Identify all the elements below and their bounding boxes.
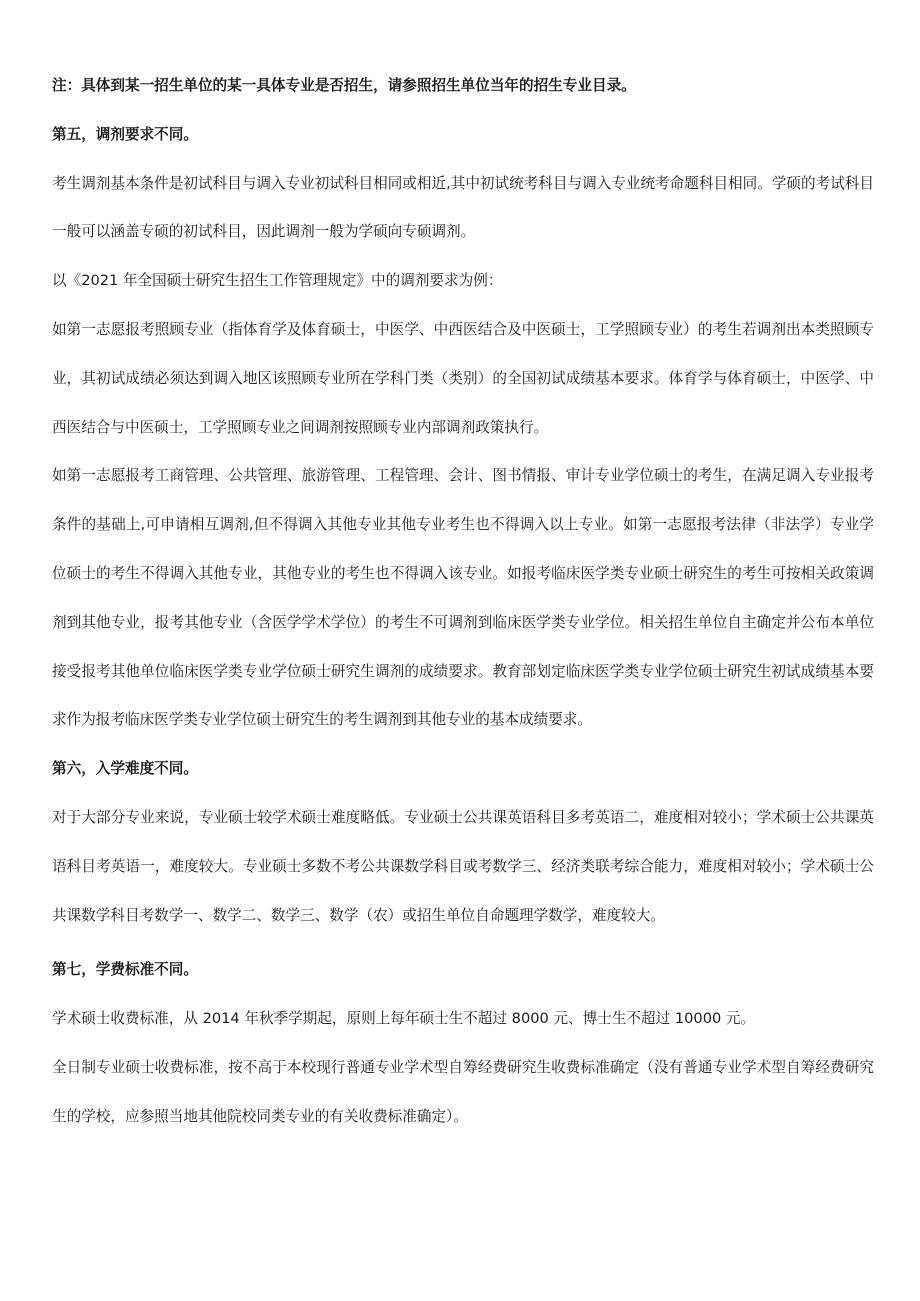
section-7-paragraph-2: 全日制专业硕士收费标准，按不高于本校现行普通专业学术型自筹经费研究生收费标准确定（没有普通专业学术型自筹经费研究生的学校，应参照当地其他院校同类专业的有关收费标准确定）。 [52,1058,874,1125]
section-5-paragraph-4: 如第一志愿报考工商管理、公共管理、旅游管理、工程管理、会计、图书情报、审计专业学位硕士的考生，在满足调入专业报考条件的基础上,可申请相互调剂,但不得调入其他专业其他专业考生也不得调入以上专业。如第一志愿报考法律（非法学）专业学位硕士的考生不得调入其他专业，其他专业的考生也不得调入该专业。如报考临床医学类专业硕士研究生的考生可按相关政策调剂到其他专业，报考其他专业（含医学学术学位）的考生不可调剂到临床医学类专业学位。相关招生单位自主确定并公布本单位接受报考其他单位临床医学类专业学位硕士研究生调剂的成绩要求。教育部划定临床医学类专业学位硕士研究生初试成绩基本要求作为报考临床医学类专业学位硕士研究生的考生调剂到其他专业的基本成绩要求。 [52,467,874,729]
section-5-paragraph-1: 考生调剂基本条件是初试科目与调入专业初试科目相同或相近,其中初试统考科目与调入专业统考命题科目相同。学硕的考试科目一般可以涵盖专硕的初试科目，因此调剂一般为学硕向专硕调剂。 [52,174,874,241]
note-paragraph: 注：具体到某一招生单位的某一具体专业是否招生，请参照招生单位当年的招生专业目录。 [52,77,636,94]
section-7-heading: 第七，学费标准不同。 [52,961,198,979]
section-6-heading: 第六，入学难度不同。 [52,760,198,778]
section-7-paragraph-1: 学术硕士收费标准，从 2014 年秋季学期起，原则上每年硕士生不超过 8000 元、博士生不超过 10000 元。 [52,1010,756,1028]
document-page [52,62,874,1142]
section-6-paragraph-1: 对于大部分专业来说，专业硕士较学术硕士难度略低。专业硕士公共课英语科目多考英语二，难度相对较小；学术硕士公共课英语科目考英语一，难度较大。专业硕士多数不考公共课数学科目或考数学三、经济类联考综合能力，难度相对较小；学术硕士公共课数学科目考数学一、数学二、数学三、数学（农）或招生单位自命题理学数学，难度较大。 [52,808,874,924]
section-5-heading: 第五，调剂要求不同。 [52,125,198,143]
section-5-paragraph-2: 以《2021 年全国硕士研究生招生工作管理规定》中的调剂要求为例： [52,272,503,290]
section-5-paragraph-3: 如第一志愿报考照顾专业（指体育学及体育硕士，中医学、中西医结合及中医硕士，工学照顾专业）的考生若调剂出本类照顾专业，其初试成绩必须达到调入地区该照顾专业所在学科门类（类别）的全国初试成绩基本要求。体育学与体育硕士，中医学、中西医结合与中医硕士，工学照顾专业之间调剂按照顾专业内部调剂政策执行。 [52,320,874,436]
